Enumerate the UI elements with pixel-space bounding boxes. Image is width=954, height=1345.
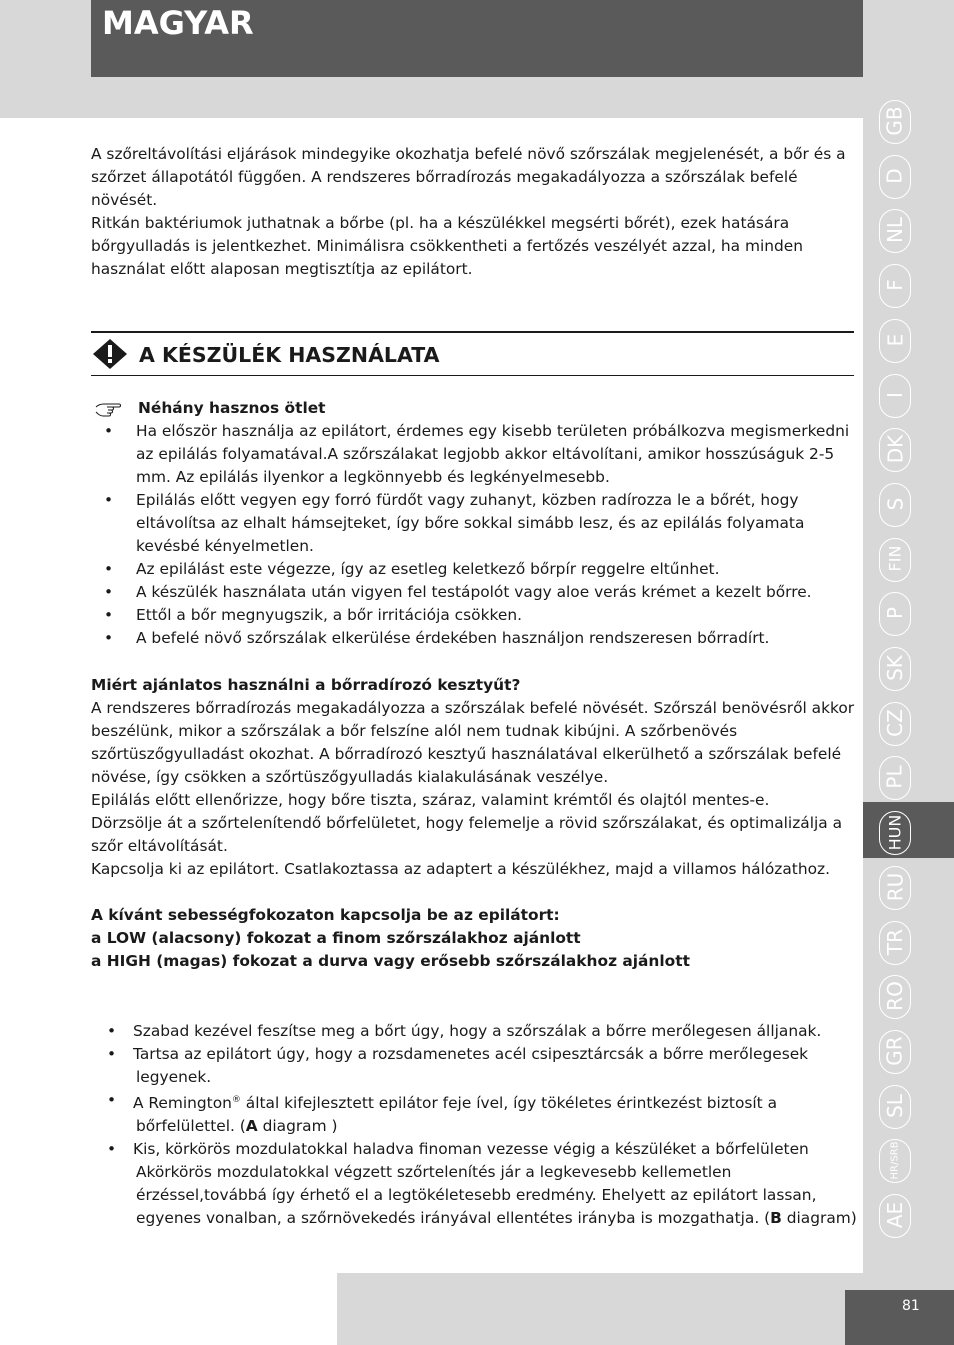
language-tab-label: SK [883,655,907,681]
language-tab-label: FIN [885,545,905,572]
tips-block [91,397,859,650]
intro-paragraph-1: A szőreltávolítási eljárások mindegyike okozhatja befelé növő szőrszálak megjelenését, a bőr és a szőrzet állapotától függően. A rendszeres bőrradírozás megakadályozza a szőrszálak befelé növését. [91,145,846,209]
language-tab-label: F [882,279,907,291]
glove-paragraph-2: Epilálás előtt ellenőrizze, hogy bőre tiszta, száraz, valamint krémtől és olajtól mentes-e. [91,791,770,809]
pointing-hand-icon [95,401,123,417]
speed-line-3: a HIGH (magas) fokozat a durva vagy erősebb szőrszálakhoz ajánlott [91,952,690,970]
title-bar [91,0,863,77]
language-tab-ae[interactable] [879,1188,911,1242]
intro-text [91,143,859,281]
list-item: • A befelé növő szőrszálak elkerülése érdekében használjon rendszeresen bőrradírt. [91,627,859,650]
language-tab-label: SL [883,1093,907,1118]
page-number-box [845,1290,954,1345]
glove-section [91,674,859,973]
language-tab-dk[interactable] [879,422,911,476]
list-item: • A készülék használata után vigyen fel testápolót vagy aloe verás krémet a kezelt bőrre. [91,581,859,604]
steps-block [91,1020,859,1230]
speed-line-2: a LOW (alacsony) fokozat a finom szőrszálakhoz ajánlott [91,929,581,947]
language-tab-hr-srb[interactable] [879,1133,911,1187]
list-item: • Epilálás előtt vegyen egy forró fürdőt vagy zuhanyt, közben radírozza le a bőrét, hogy eltávolítsa az elhalt hámsejteket, így bőre sokkal simább lesz, és az epilálás folyamata kevésbé kényelmetlen. [91,489,859,558]
language-tab-d[interactable] [879,149,911,203]
language-tab-gb[interactable] [879,94,911,148]
language-tab-fin[interactable] [879,532,911,586]
language-tab-ro[interactable] [879,969,911,1023]
language-tab-label: S [882,497,907,511]
language-tab-tr[interactable] [879,915,911,969]
list-item: • Kis, körkörös mozdulatokkal haladva finoman vezesse végig a készüléket a bőrfelületen Akörkörös mozdulatokkal végzett szőrtelenítés jár a legkevesebb kellemetlen érzéssel,továbbá így érhető el a legtökéletesebb eredmény. Ehelyett az epilátort lassan, egyenes vonalban, a szőrnövekedés irányával ellentétes irányba is mozgathatja. (B diagram) [91,1138,859,1230]
glove-paragraph-1: A rendszeres bőrradírozás megakadályozza a szőrszálak befelé növését. Szőrszál benövésről akkor beszélünk, mikor a szőrszálak a bőr felszíne alól nem tudnak kibújni. A szőrbenövés szőrtüszőgyulladást okozhat. A bőrradírozó kesztyű használatával elkerülhető a szőrszálak befelé növése, így csökken a szőrtüszőgyulladás kialakulásának veszélye. [91,699,855,786]
section-heading [91,331,854,376]
language-tab-label: HR/SRB [889,1141,901,1180]
language-tab-label: TR [883,928,907,955]
language-tab-label: D [883,167,907,184]
language-tab-label: GR [883,1036,907,1066]
language-tab-label: NL [882,217,907,244]
speed-line-1: A kívánt sebességfokozaton kapcsolja be az epilátort: [91,906,560,924]
language-tab-label: GB [883,106,907,136]
language-tab-sl[interactable] [879,1079,911,1133]
warning-icon [93,339,127,369]
language-tab-ru[interactable] [879,860,911,914]
list-item: • Ettől a bőr megnyugszik, a bőr irritációja csökken. [91,604,859,627]
language-tab-e[interactable] [879,313,911,367]
language-tab-p[interactable] [879,586,911,640]
language-tab-hun[interactable] [879,805,911,859]
tips-heading [91,397,859,420]
language-tab-label: E [882,333,907,347]
language-tab-gr[interactable] [879,1024,911,1078]
language-tab-s[interactable] [879,477,911,531]
tips-list [91,420,859,650]
language-sidebar [863,94,923,1244]
language-tab-label: RU [882,872,907,902]
page-title: MAGYAR [102,4,254,42]
glove-heading: Miért ajánlatos használni a bőrradírozó kesztyűt? [91,676,521,694]
steps-list [91,1020,859,1230]
list-item: • A Remington® által kifejlesztett epilátor feje ível, így tökéletes érintkezést biztosít a bőrfelülettel. (A diagram ) [91,1089,859,1138]
page-footer-area [0,1273,337,1345]
language-tab-label: HUN [885,814,905,850]
list-item: • Ha először használja az epilátort, érdemes egy kisebb területen próbálkozva megismerkedni az epilálás folyamatával.A szőrszálakat legjobb akkor eltávolítani, amikor hosszúságuk 2-5 mm. Az epilálás ilyenkor a legkönnyebb és legkényelmesebb. [91,420,859,489]
glove-paragraph-3: Dörzsölje át a szőrtelenítendő bőrfelületet, hogy felemelje a rövid szőrszálakat, és optimalizálja a szőr eltávolítását. [91,814,843,855]
list-item: • Az epilálást este végezze, így az esetleg keletkező bőrpír reggelre eltűnhet. [91,558,859,581]
language-tab-f[interactable] [879,258,911,312]
language-tab-label: RO [882,981,907,1012]
language-tab-label: I [883,391,907,398]
list-item: • Tartsa az epilátort úgy, hogy a rozsdamenetes acél csipesztárcsák a bőrre merőlegesek legyenek. [91,1043,859,1089]
language-tab-cz[interactable] [879,696,911,750]
page-number: 81 [902,1298,920,1314]
language-tab-label: P [883,607,907,620]
section-title: A KÉSZÜLÉK HASZNÁLATA [139,343,440,367]
language-tab-label: PL [882,765,907,789]
tips-title: Néhány hasznos ötlet [138,399,326,417]
language-tab-pl[interactable] [879,750,911,804]
intro-paragraph-2: Ritkán baktériumok juthatnak a bőrbe (pl. ha a készülékkel megsérti bőrét), ezek hatására bőrgyulladás is jelentkezhet. Minimálisra csökkentheti a fertőzés veszélyét azzal, ha minden használat előtt alaposan megtisztítja az epilátort. [91,214,804,278]
language-tab-i[interactable] [879,368,911,422]
language-tab-nl[interactable] [879,203,911,257]
language-tab-label: CZ [882,708,907,737]
language-tab-sk[interactable] [879,641,911,695]
language-tab-label: DK [882,434,907,464]
language-tab-label: AE [882,1201,907,1229]
glove-paragraph-4: Kapcsolja ki az epilátort. Csatlakoztassa az adaptert a készülékhez, majd a villamos hálózathoz. [91,860,830,878]
list-item: • Szabad kezével feszítse meg a bőrt úgy, hogy a szőrszálak a bőrre merőlegesen álljanak. [91,1020,859,1043]
